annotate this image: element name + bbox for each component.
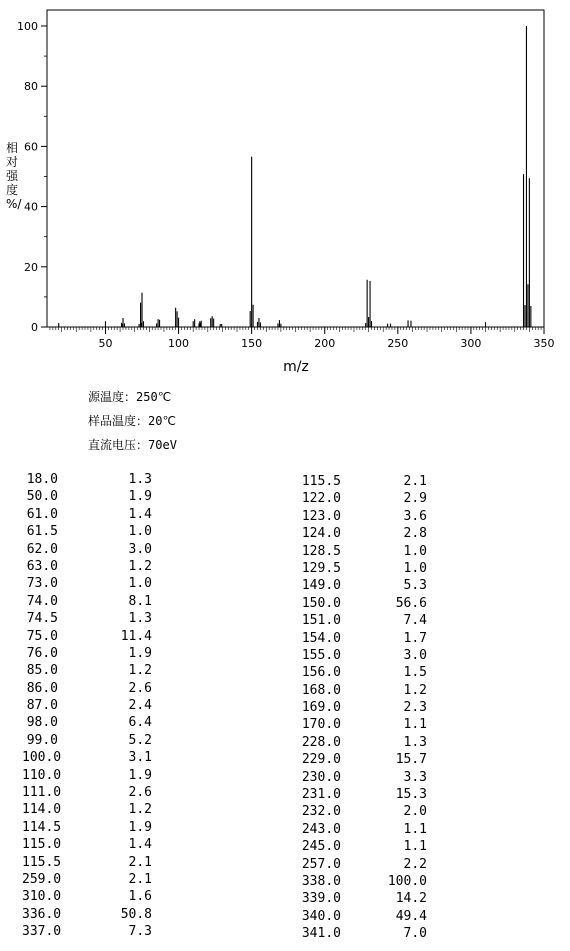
- intensity-value: 3.1: [128, 750, 152, 766]
- condition-label: 源温度：: [88, 390, 137, 404]
- x-tick-label: 200: [314, 337, 336, 350]
- mz-value: 154.0: [301, 630, 341, 646]
- mz-value: 245.0: [301, 839, 341, 855]
- x-minor-ticks: [50, 327, 541, 332]
- intensity-value: 14.2: [395, 891, 427, 907]
- mz-value: 115.0: [22, 837, 62, 853]
- intensity-value: 1.3: [403, 734, 427, 750]
- intensity-value: 7.3: [128, 924, 152, 940]
- condition-line: [88, 412, 176, 429]
- x-tick-label: 50: [98, 337, 113, 350]
- mz-value: 124.0: [301, 526, 341, 542]
- mz-value: 75.0: [26, 628, 58, 644]
- mz-value: 231.0: [301, 787, 341, 803]
- intensity-value: 1.4: [128, 837, 152, 853]
- y-tick-label: 0: [31, 321, 38, 334]
- mz-value: 87.0: [26, 698, 58, 714]
- mz-value: 257.0: [301, 856, 341, 872]
- intensity-value: 2.6: [128, 680, 152, 696]
- mz-value: 61.0: [26, 506, 58, 522]
- x-tick-label: 150: [241, 337, 263, 350]
- mass-spectrum-chart: [0, 0, 570, 380]
- intensity-value: 1.3: [128, 611, 152, 627]
- intensity-value: 49.4: [395, 908, 427, 924]
- intensity-value: 5.2: [128, 732, 152, 748]
- x-tick-label: 250: [387, 337, 409, 350]
- intensity-value: 2.2: [403, 856, 427, 872]
- intensity-value: 1.0: [403, 560, 427, 576]
- intensity-value: 7.4: [403, 613, 427, 629]
- intensity-value: 1.1: [403, 821, 427, 837]
- mz-value: 98.0: [26, 715, 58, 731]
- intensity-value: 1.2: [128, 663, 152, 679]
- mz-value: 168.0: [301, 682, 341, 698]
- intensity-value: 2.9: [403, 491, 427, 507]
- intensity-value: 7.0: [403, 926, 427, 942]
- intensity-value: 1.9: [128, 767, 152, 783]
- x-axis-ticks: [98, 327, 554, 350]
- intensity-value: 1.4: [128, 506, 152, 522]
- intensity-value: 3.6: [403, 508, 427, 524]
- mz-value: 338.0: [301, 873, 341, 889]
- condition-value: 250℃: [136, 390, 172, 404]
- mz-value: 170.0: [301, 717, 341, 733]
- spectrum-peaks: [59, 26, 531, 327]
- y-tick-label: 20: [24, 260, 38, 274]
- intensity-value: 1.1: [403, 717, 427, 733]
- y-tick-label: 40: [24, 200, 38, 214]
- condition-label: 直流电压：: [88, 438, 149, 452]
- mz-value: 122.0: [301, 491, 341, 507]
- mz-value: 341.0: [301, 926, 341, 942]
- mz-value: 228.0: [301, 734, 341, 750]
- mz-value: 336.0: [22, 906, 62, 922]
- y-axis-label: 相对强度%/: [6, 141, 22, 211]
- mz-value: 229.0: [301, 752, 341, 768]
- intensity-value: 1.6: [128, 889, 152, 905]
- intensity-value: 1.2: [128, 558, 152, 574]
- mz-value: 61.5: [26, 524, 58, 540]
- intensity-value: 1.3: [128, 472, 152, 487]
- condition-label: 样品温度：: [88, 414, 149, 428]
- mz-value: 232.0: [301, 804, 341, 820]
- intensity-value: 5.3: [403, 578, 427, 594]
- mz-value: 243.0: [301, 821, 341, 837]
- intensity-value: 1.2: [403, 682, 427, 698]
- intensity-value: 1.5: [403, 665, 427, 681]
- mz-value: 156.0: [301, 665, 341, 681]
- mz-value: 115.5: [22, 854, 62, 870]
- mz-value: 115.5: [301, 474, 341, 489]
- condition-value: 20℃: [148, 414, 176, 428]
- intensity-value: 3.0: [403, 647, 427, 663]
- intensity-value: 50.8: [120, 906, 152, 922]
- mz-value: 129.5: [301, 560, 341, 576]
- intensity-value: 100.0: [387, 873, 427, 889]
- y-tick-label: 60: [24, 140, 38, 154]
- mz-value: 169.0: [301, 700, 341, 716]
- intensity-value: 3.3: [403, 769, 427, 785]
- intensity-value: 1.7: [403, 630, 427, 646]
- intensity-value: 1.0: [403, 543, 427, 559]
- mz-value: 100.0: [22, 750, 62, 766]
- intensity-value: 15.3: [395, 787, 427, 803]
- condition-line: [88, 388, 171, 405]
- x-tick-label: 350: [533, 337, 555, 350]
- intensity-value: 2.6: [128, 785, 152, 801]
- mz-value: 62.0: [26, 541, 58, 557]
- mz-value: 339.0: [301, 891, 341, 907]
- mz-value: 128.5: [301, 543, 341, 559]
- intensity-value: 2.8: [403, 526, 427, 542]
- y-axis-ticks: [17, 20, 47, 334]
- intensity-value: 1.2: [128, 802, 152, 818]
- y-tick-label: 80: [24, 80, 38, 94]
- intensity-value: 1.9: [128, 819, 152, 835]
- intensity-value: 1.0: [128, 576, 152, 592]
- intensity-value: 1.0: [128, 524, 152, 540]
- mz-value: 110.0: [22, 767, 62, 783]
- intensity-value: 2.3: [403, 700, 427, 716]
- mz-value: 73.0: [26, 576, 58, 592]
- intensity-value: 2.0: [403, 804, 427, 820]
- mz-value: 114.0: [22, 802, 62, 818]
- mz-value: 99.0: [26, 732, 58, 748]
- intensity-value: 2.4: [128, 698, 152, 714]
- mz-value: 74.5: [26, 611, 58, 627]
- mz-value: 337.0: [22, 924, 62, 940]
- intensity-value: 1.9: [128, 489, 152, 505]
- x-axis-label: m/z: [283, 359, 309, 375]
- mz-value: 259.0: [22, 871, 62, 887]
- plot-frame: [47, 10, 544, 327]
- mz-value: 86.0: [26, 680, 58, 696]
- intensity-value: 2.1: [128, 871, 152, 887]
- intensity-value: 56.6: [395, 595, 427, 611]
- y-tick-label: 100: [17, 20, 38, 33]
- mz-value: 114.5: [22, 819, 62, 835]
- mz-value: 50.0: [26, 489, 58, 505]
- mz-value: 85.0: [26, 663, 58, 679]
- condition-line: [88, 436, 177, 453]
- mz-value: 63.0: [26, 558, 58, 574]
- mz-value: 340.0: [301, 908, 341, 924]
- intensity-value: 2.1: [128, 854, 152, 870]
- intensity-value: 2.1: [403, 474, 427, 489]
- intensity-value: 8.1: [128, 593, 152, 609]
- intensity-value: 1.9: [128, 645, 152, 661]
- condition-value: 70eV: [148, 438, 177, 452]
- intensity-value: 11.4: [120, 628, 152, 644]
- mz-value: 111.0: [22, 785, 62, 801]
- intensity-value: 15.7: [395, 752, 427, 768]
- intensity-value: 6.4: [128, 715, 152, 731]
- mz-value: 230.0: [301, 769, 341, 785]
- mz-value: 151.0: [301, 613, 341, 629]
- mz-value: 123.0: [301, 508, 341, 524]
- x-tick-label: 300: [460, 337, 482, 350]
- mz-value: 149.0: [301, 578, 341, 594]
- mz-value: 310.0: [22, 889, 62, 905]
- mz-value: 155.0: [301, 647, 341, 663]
- mz-value: 18.0: [26, 472, 58, 487]
- mz-value: 74.0: [26, 593, 58, 609]
- mz-value: 76.0: [26, 645, 58, 661]
- intensity-value: 1.1: [403, 839, 427, 855]
- intensity-value: 3.0: [128, 541, 152, 557]
- x-tick-label: 100: [168, 337, 190, 350]
- mz-value: 150.0: [301, 595, 341, 611]
